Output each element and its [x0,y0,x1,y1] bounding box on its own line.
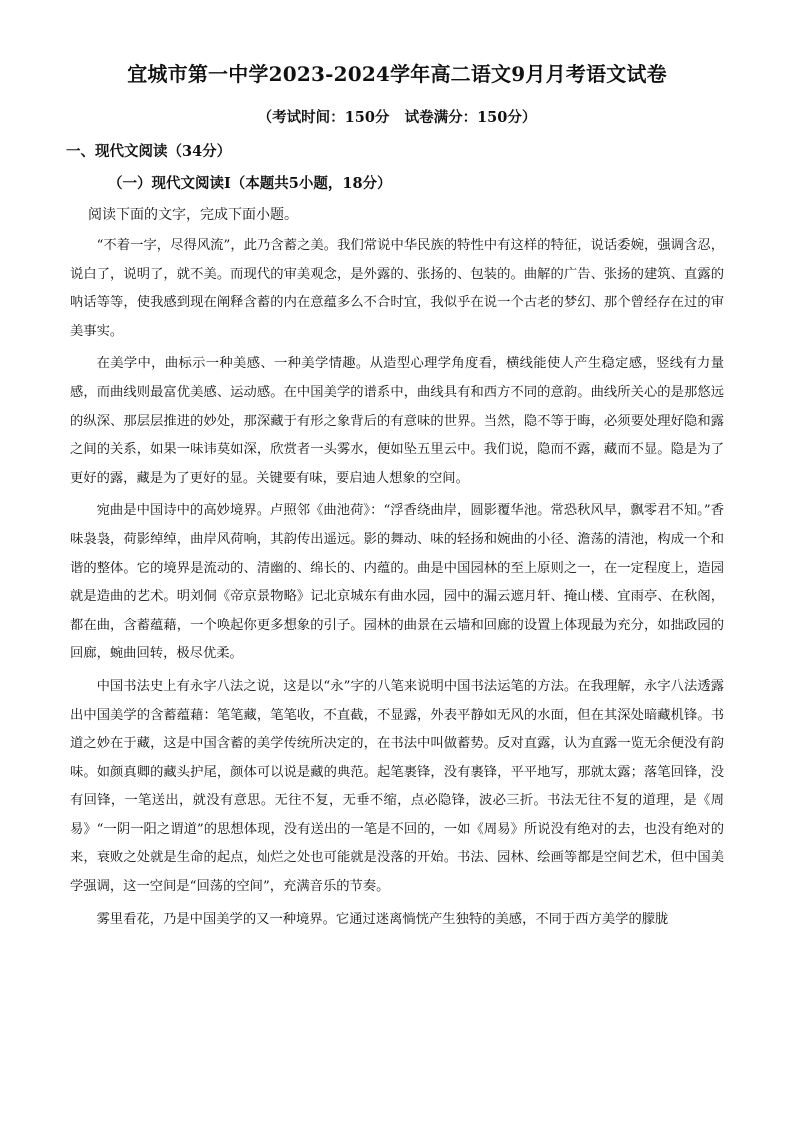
passage-paragraph-1: “不着一字，尽得风流”，此乃含蓄之美。我们常说中华民族的特性中有这样的特征，说话委婉，强调含忍，说白了，说明了，就不美。而现代的审美观念，是外露的、张扬的、包装的。曲解的广告、张扬的建筑、直露的呐话等等，使我感到现在阐释含蓄的内在意蕴多么不合时宜，我似乎在说一个古老的梦幻、那个曾经存在过的审美事实。 [70,238,724,339]
reading-passage [70,232,724,938]
exam-subtitle: （考试时间：150分 试卷满分：150分） [257,109,537,126]
passage-paragraph-3: 宛曲是中国诗中的高妙境界。卢照邻《曲池荷》：“浮香绕曲岸，圆影覆华池。常恐秋风早，飘零君不知。”香味袅袅，荷影绰绰，曲岸风荷响，其韵传出遥远。影的舞动、味的轻扬和婉曲的小径、澹荡的清池，构成一个和谐的整体。它的境界是流动的、清幽的、绵长的、内蕴的。曲是中国园林的至上原则之一，在一定程度上，造园就是造曲的艺术。明刘侗《帝京景物略》记北京城东有曲水园，园中的漏云遮月轩、掩山楼、宜雨亭、在秋阁，都在曲，含蓄蕴藉，一个唤起你更多想象的引子。园林的曲景在云墙和回廊的设置上体现最为充分，如拙政园的回廊，蜿曲回转，极尽优柔。 [70,503,724,662]
subsection-heading: （一）现代文阅读Ⅰ（本题共5小题，18分） [108,175,392,192]
passage-paragraph-5: 雾里看花，乃是中国美学的又一种境界。它通过迷离惝恍产生独特的美感，不同于西方美学的朦胧 [96,911,669,927]
exam-title: 宜城市第一中学2023-2024学年高二语文9月月考语文试卷 [127,62,667,86]
passage-paragraph-2: 在美学中，曲标示一种美感、一种美学情趣。从造型心理学角度看，横线能使人产生稳定感，竖线有力量感，而曲线则最富优美感、运动感。在中国美学的谱系中，曲线具有和西方不同的意韵。曲线所关心的是那悠远的纵深、那层层推进的妙处，那深藏于有形之象背后的有意味的世界。当然，隐不等于晦，必须要处理好隐和露之间的关系，如果一味讳莫如深，欣赏者一头雾水，便如坠五里云中。我们说，隐而不露，藏而不显。隐是为了更好的露，藏是为了更好的显。关键要有味，要启迪人想象的空间。 [70,356,724,486]
section-heading: 一、现代文阅读（34分） [66,143,232,160]
passage-paragraph-4: 中国书法史上有永字八法之说，这是以“永”字的八笔来说明中国书法运笔的方法。在我理解，永字八法透露出中国美学的含蓄蕴藉：笔笔藏，笔笔收，不直截，不显露，外表平静如无风的水面，但在其深处暗藏机锋。书道之妙在于藏，这是中国含蓄的美学传统所决定的，在书法中叫做蓄势。反对直露，认为直露一览无余便没有韵味。如颜真卿的藏头护尾，颜体可以说是藏的典范。起笔裹锋，没有裹锋，平平地写，那就太露；落笔回锋，没有回锋，一笔送出，就没有意思。无往不复，无垂不缩，点必隐锋，波必三折。书法无往不复的道理，是《周易》“一阴一阳之谓道”的思想体现，没有送出的一笔是不回的，一如《周易》所说没有绝对的去，也没有绝对的来，衰败之处就是生命的起点，灿烂之处也可能就是没落的开始。书法、园林、绘画等都是空间艺术，但中国美学强调，这一空间是“回荡的空间”，充满音乐的节奏。 [70,678,724,895]
reading-instruction: 阅读下面的文字，完成下面小题。 [88,207,298,223]
